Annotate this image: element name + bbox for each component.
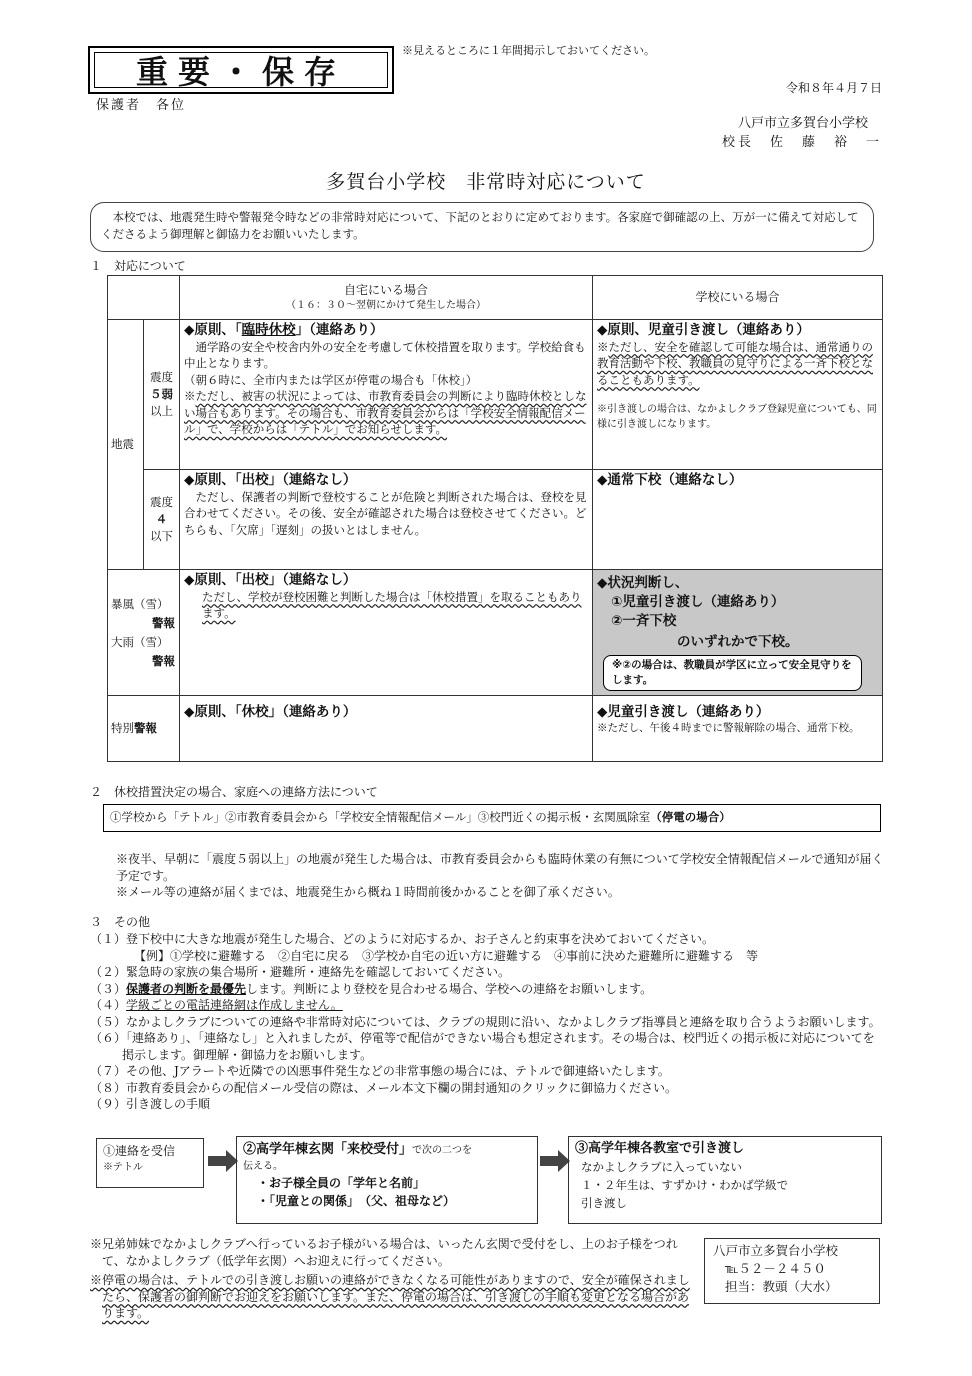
important-keep-stamp — [88, 46, 394, 94]
contact-person: 担当：教頭（大水） — [725, 1279, 838, 1294]
category-storm — [108, 570, 180, 696]
contact-info-box — [704, 1238, 880, 1304]
special-school-cell — [593, 696, 883, 762]
storm-school-l2: ①児童引き渡し（連絡あり） — [611, 594, 785, 610]
contact-methods-box: ①学校から「テトル」②市教育委員会から「学校安全情報配信メール」③校門近くの掲示板・玄関風除室（停電の場合） — [103, 804, 881, 832]
quake4-label-c: 以下 — [150, 529, 173, 543]
flow-step-2 — [236, 1136, 538, 1224]
header-home — [180, 276, 593, 320]
quake4-label-b: ４ — [155, 512, 168, 526]
item-7: （７）その他、Jアラートや近隣での凶悪事件発生などの非常事態の場合には、テトルで御連絡いたします。 — [90, 1064, 670, 1078]
category-earthquake: 地震 — [108, 320, 144, 570]
section3-list — [90, 931, 885, 1113]
storm-school-cell — [593, 570, 883, 696]
quake5-school-head: ◆原則、児童引き渡し（連絡あり） — [597, 322, 810, 338]
flow-step-1-sub: ※テトル — [103, 1162, 143, 1173]
quake4-label-a: 震度 — [150, 495, 173, 509]
item-6: （６）「連絡あり」、「連絡なし」と入れましたが、停電等で配信ができない場合も想定されます。その場合は、校門近くの掲示板に対応についてを掲示します。御理解・御協力をお願いします。 — [90, 1031, 875, 1062]
quake5-home-head: ◆原則、「臨時休校」（連絡あり） — [184, 322, 384, 338]
quake5-home-p1: 通学路の安全や校舎内外の安全を考慮して休校措置を取ります。学校給食も中止となります。 — [184, 339, 586, 370]
item-2: （２）緊急時の家族の集合場所・避難所・連絡先を確認しておいてください。 — [90, 965, 511, 979]
flow-step-3-l2: なかよしクラブに入っていない — [581, 1160, 742, 1174]
special-school-head: ◆児童引き渡し（連絡あり） — [597, 704, 770, 720]
item-3: （３）保護者の判断を最優先します。判断により登校を見合わせる場合、学校への連絡をお願いします。 — [90, 981, 653, 996]
header-home-sub: （１６：３０～翌朝にかけて発生した場合） — [286, 300, 486, 312]
quake5-label-a: 震度 — [150, 370, 173, 384]
recipients: 保護者 各位 — [96, 98, 187, 113]
principal-name: 校長 佐 藤 裕 一 — [721, 135, 882, 150]
storm-cat-c: 大雨（雪） — [111, 634, 169, 649]
contact-school: 八戸市立多賀台小学校 — [713, 1243, 839, 1258]
flow-step-2-l2: 伝える。 — [243, 1161, 283, 1172]
item-1: （１）登下校中に大きな地震が発生した場合、どのように対応するか、お子さんと約束事を決めておいてください。 — [90, 932, 715, 946]
item-9: （９）引き渡しの手順 — [90, 1097, 211, 1111]
quake4-home-cell — [180, 470, 593, 570]
storm-home-p1: ただし、学校が登校困難と判断した場合は「休校措置」を取ることもあります。 — [202, 589, 582, 620]
flow-step-3 — [568, 1136, 882, 1224]
header-school: 学校にいる場合 — [593, 276, 883, 320]
item-1-example: 【例】①学校に避難する ②自宅に戻る ③学校か自宅の近い方に避難する ④事前に決めた避難所に避難する 等 — [134, 948, 759, 963]
flow-step-2-l3: ・お子様全員の「学年と名前」 — [257, 1176, 426, 1190]
contact-phone: ℡５２－２４５０ — [725, 1261, 826, 1276]
intro-paragraph: 本校では、地震発生時や警報発令時などの非常時対応について、下記のとおりに定めております。各家庭で御確認の上、万が一に備えて対応してくださるよう御理解と御協力をお願いいたします。 — [90, 202, 874, 252]
category-special: 特別警報 — [108, 696, 180, 762]
item-8: （８）市教育委員会からの配信メール受信の際は、メール本文下欄の開封通知のクリックに御協力ください。 — [90, 1080, 678, 1095]
quake4-label — [144, 470, 180, 570]
quake5-label-b: ５弱 — [150, 387, 173, 401]
posting-note: ※見えるところに１年間掲示しておいてください。 — [402, 44, 655, 57]
header-home-label: 自宅にいる場合 — [343, 282, 428, 297]
quake4-school-cell — [593, 470, 883, 570]
issue-date: 令和８年４月７日 — [785, 81, 882, 95]
item-5: （５）なかよしクラブについての連絡や非常時対応については、クラブの規則に沿い、なかよしクラブ指導員と連絡を取り合うようお願いします。 — [90, 1014, 881, 1029]
flow-arrow-1-icon — [208, 1150, 238, 1172]
storm-home-cell — [180, 570, 593, 696]
stamp-text: 重要・保存 — [94, 52, 388, 88]
item-4: （４）学級ごとの電話連絡網は作成しません。 — [90, 998, 343, 1012]
flow-arrow-2-icon — [540, 1150, 570, 1172]
flow-step-3-l4: 引き渡し — [581, 1196, 627, 1210]
quake5-label-c: 以上 — [150, 404, 173, 418]
special-home-head: ◆原則、「休校」（連絡あり） — [184, 704, 357, 720]
header-blank — [108, 276, 180, 320]
quake5-home-p3: ※ただし、被害の状況によっては、市教育委員会の判断により臨時休校としない場合もあります。その場合も、市教育委員会からは「学校安全情報配信メール」で、学校からは「テトル」でお知らせします。 — [184, 389, 587, 436]
special-home-cell — [180, 696, 593, 762]
flow-step-2-title: ②高学年棟玄関「来校受付」で次の二つを — [243, 1142, 473, 1157]
quake4-school-head: ◆通常下校（連絡なし） — [597, 472, 743, 488]
section3-heading: ３ その他 — [90, 915, 151, 929]
section2-note2: ※メール等の連絡が届くまでは、地震発生から概ね１時間前後かかることを御了承ください。 — [116, 885, 620, 899]
quake4-home-head: ◆原則、「出校」（連絡なし） — [184, 472, 357, 488]
storm-cat-d: 警報 — [152, 653, 175, 668]
footer-note-1: ※兄弟姉妹でなかよしクラブへ行っているお子様がいる場合は、いったん玄関で受付をし、上のお子様をつれて、なかよしクラブ（低学年玄関）へお迎えに行ってください。 — [90, 1237, 678, 1268]
quake5-school-cell — [593, 320, 883, 470]
storm-school-l3: ②一斉下校 — [611, 613, 677, 629]
school-name: 八戸市立多賀台小学校 — [737, 116, 868, 131]
storm-cat-b: 警報 — [152, 615, 175, 630]
quake5-home-cell — [180, 320, 593, 470]
document-title: 多賀台小学校 非常時対応について — [326, 171, 646, 193]
storm-school-note: ※②の場合は、教職員が学区に立って安全見守りをします。 — [603, 655, 862, 691]
response-table — [107, 275, 883, 762]
storm-school-l4: のいずれかで下校。 — [677, 634, 799, 650]
flow-step-3-l3: １・２年生は、すずかけ・わかば学級で — [581, 1178, 789, 1192]
storm-school-l1: ◆状況判断し、 — [597, 575, 689, 591]
quake5-school-p1: ※ただし、安全を確認して可能な場合は、通常通りの教育活動や下校、教職員の見守りによる一斉下校となることもあります。 — [597, 339, 873, 387]
flow-step-1-title: ①連絡を受信 — [103, 1144, 176, 1158]
quake5-school-note: ※引き渡しの場合は、なかよしクラブ登録児童についても、同様に引き渡しになります。 — [597, 404, 877, 430]
quake5-home-p2: （朝６時に、全市内または学区が停電の場合も「休校」） — [184, 372, 478, 387]
section2-heading: ２ 休校措置決定の場合、家庭への連絡方法について — [90, 785, 378, 799]
flow-step-2-l4: ・「児童との関係」 （父、祖母など） — [257, 1194, 456, 1208]
flow-step-1 — [96, 1138, 204, 1188]
footer-note-2: ※停電の場合は、テトルでの引き渡しお願いの連絡ができなくなる可能性がありますので、安全が確保されましたら、保護者の御判断でお迎えをお願いします。また、停電の場合は、引き渡しの手順も変更となる場合があります。 — [90, 1273, 690, 1320]
storm-cat-a: 暴風（雪） — [111, 596, 169, 611]
quake4-home-p1: ただし、保護者の判断で登校することが危険と判断された場合は、登校を見合わせてください。その後、安全が確認された場合は登校させてください。どちらも、「欠席」「遅刻」の扱いとはしません。 — [184, 489, 587, 537]
storm-home-head: ◆原則、「出校」（連絡なし） — [184, 572, 357, 588]
section1-heading: １ 対応について — [90, 259, 186, 273]
section2-note1: ※夜半、早朝に「震度５弱以上」の地震が発生した場合は、市教育委員会からも臨時休業の有無について学校安全情報配信メールで通知が届く予定です。 — [116, 852, 884, 883]
flow-step-3-title: ③高学年棟各教室で引き渡し — [575, 1141, 745, 1156]
special-school-note: ※ただし、午後４時までに警報解除の場合、通常下校。 — [597, 721, 860, 734]
quake5-label — [144, 320, 180, 470]
